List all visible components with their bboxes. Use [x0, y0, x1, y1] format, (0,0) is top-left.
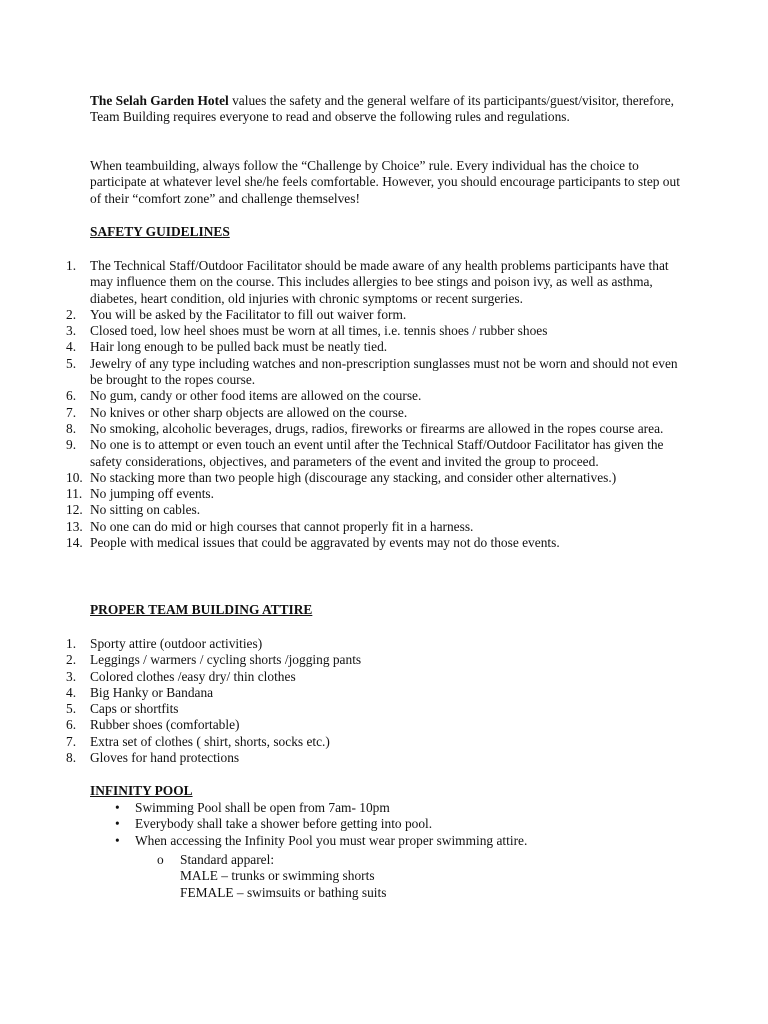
list-item-text: Leggings / warmers / cycling shorts /jogging pants [90, 652, 362, 668]
bullet-text: Swimming Pool shall be open from 7am- 10pm [135, 800, 390, 815]
list-number: 1. [66, 636, 77, 651]
bullet-item [115, 832, 695, 849]
list-item-text: Sporty attire (outdoor activities) [90, 636, 263, 651]
attire-list [66, 636, 680, 766]
list-item [66, 388, 680, 404]
list-item-text: The Technical Staff/Outdoor Facilitator should be made aware of any health problems participants have that may influence them on the course. This includes allergies to bee stings and poison ivy, as well as asthma, diabetes, heart condition, old injuries with chronic symptoms or recent surgeries. [90, 258, 669, 306]
list-item-text: Caps or shortfits [90, 701, 179, 717]
list-item [66, 258, 680, 307]
list-item [66, 750, 680, 766]
list-number: 11. [66, 486, 83, 502]
hotel-name: The Selah Garden Hotel [90, 93, 229, 108]
safety-list [66, 258, 680, 551]
list-number: 7. [66, 733, 77, 749]
safety-heading: SAFETY GUIDELINES [90, 224, 230, 239]
list-item-text: No smoking, alcoholic beverages, drugs, radios, fireworks or firearms are allowed in the ropes course area. [90, 420, 664, 436]
bullet-marker: • [115, 832, 120, 848]
intro-text: values the safety and the general welfare of its participants/guest/visitor, therefore, Team Building requires everyone to read and observe the following rules and regulations. [90, 93, 675, 125]
list-item [66, 355, 680, 389]
list-item [66, 701, 680, 717]
list-item [66, 404, 680, 421]
list-number: 13. [66, 518, 83, 534]
list-item-text: Rubber shoes (comfortable) [90, 717, 240, 733]
list-item [66, 323, 680, 339]
pool-heading: INFINITY POOL [90, 783, 193, 798]
list-item-text: No sitting on cables. [90, 502, 201, 518]
list-item-text: Closed toed, low heel shoes must be worn at all times, i.e. tennis shoes / rubber shoes [90, 323, 548, 339]
apparel-line: MALE – trunks or swimming shorts [180, 868, 375, 884]
list-item-text: No stacking more than two people high (discourage any stacking, and consider other alternatives.) [90, 469, 617, 485]
list-item [66, 502, 680, 518]
bullet-item [115, 800, 695, 816]
list-number: 5. [66, 701, 77, 717]
list-item-text: Jewelry of any type including watches and non-prescription sunglasses must not be worn and should not even be brought to the ropes course. [90, 355, 678, 388]
list-item-text: No jumping off events. [90, 486, 214, 502]
list-item [66, 535, 680, 551]
list-item [66, 486, 680, 502]
bullet-item [115, 816, 695, 832]
list-item [66, 420, 680, 437]
list-number: 8. [66, 750, 77, 766]
list-number: 14. [66, 535, 83, 551]
list-number: 4. [66, 339, 77, 355]
list-number: 2. [66, 652, 77, 668]
list-item-text: Colored clothes /easy dry/ thin clothes [90, 668, 296, 684]
apparel-line: FEMALE – swimsuits or bathing suits [180, 884, 387, 900]
list-number: 8. [66, 420, 77, 436]
list-item [66, 684, 680, 701]
attire-heading: PROPER TEAM BUILDING ATTIRE [90, 602, 313, 617]
sub-bullet-marker: o [157, 852, 164, 867]
list-number: 12. [66, 502, 83, 518]
list-item-text: Big Hanky or Bandana [90, 684, 214, 700]
list-item [66, 339, 680, 355]
list-number: 5. [66, 355, 77, 371]
list-item [66, 469, 680, 486]
apparel-line: Standard apparel: [180, 852, 275, 867]
list-number: 2. [66, 306, 77, 322]
list-item [66, 733, 680, 750]
list-item [66, 668, 680, 685]
list-number: 1. [66, 258, 77, 273]
list-item-text: No gum, candy or other food items are allowed on the course. [90, 388, 422, 404]
bullet-marker: • [115, 816, 120, 832]
list-item-text: Extra set of clothes ( shirt, shorts, socks etc.) [90, 733, 330, 749]
list-item [66, 636, 680, 652]
intro-paragraph [90, 93, 680, 126]
list-number: 6. [66, 717, 77, 733]
list-item-text: Gloves for hand protections [90, 750, 240, 766]
list-item-text: No knives or other sharp objects are allowed on the course. [90, 404, 408, 420]
list-item [66, 518, 680, 535]
list-number: 3. [66, 668, 77, 684]
challenge-paragraph [90, 158, 680, 207]
list-item [66, 717, 680, 733]
list-number: 9. [66, 437, 77, 453]
list-item [66, 437, 680, 470]
list-item-text: No one can do mid or high courses that cannot properly fit in a harness. [90, 518, 474, 534]
list-item-text: Hair long enough to be pulled back must be neatly tied. [90, 339, 388, 355]
list-item-text: No one is to attempt or even touch an event until after the Technical Staff/Outdoor Facilitator has given the safety considerations, objectives, and parameters of the event and invited the group to proceed. [90, 437, 664, 469]
bullet-text: Everybody shall take a shower before getting into pool. [135, 816, 433, 832]
list-item-text: You will be asked by the Facilitator to fill out waiver form. [90, 306, 407, 322]
challenge-text: When teambuilding, always follow the “Challenge by Choice” rule. Every individual has the choice to participate at whatever level she/he feels comfortable. However, you should encourage participants to step out of their “comfort zone” and challenge themselves! [90, 158, 680, 206]
bullet-text: When accessing the Infinity Pool you must wear proper swimming attire. [135, 832, 528, 848]
list-item-text: People with medical issues that could be aggravated by events may not do those events. [90, 535, 560, 551]
bullet-marker: • [115, 800, 120, 815]
list-number: 3. [66, 323, 77, 339]
apparel-sublist [157, 852, 600, 901]
list-item [66, 652, 680, 668]
list-number: 6. [66, 388, 77, 404]
pool-list [115, 800, 695, 849]
list-number: 10. [66, 469, 83, 485]
list-item [66, 306, 680, 323]
list-number: 4. [66, 684, 77, 700]
list-number: 7. [66, 404, 77, 420]
